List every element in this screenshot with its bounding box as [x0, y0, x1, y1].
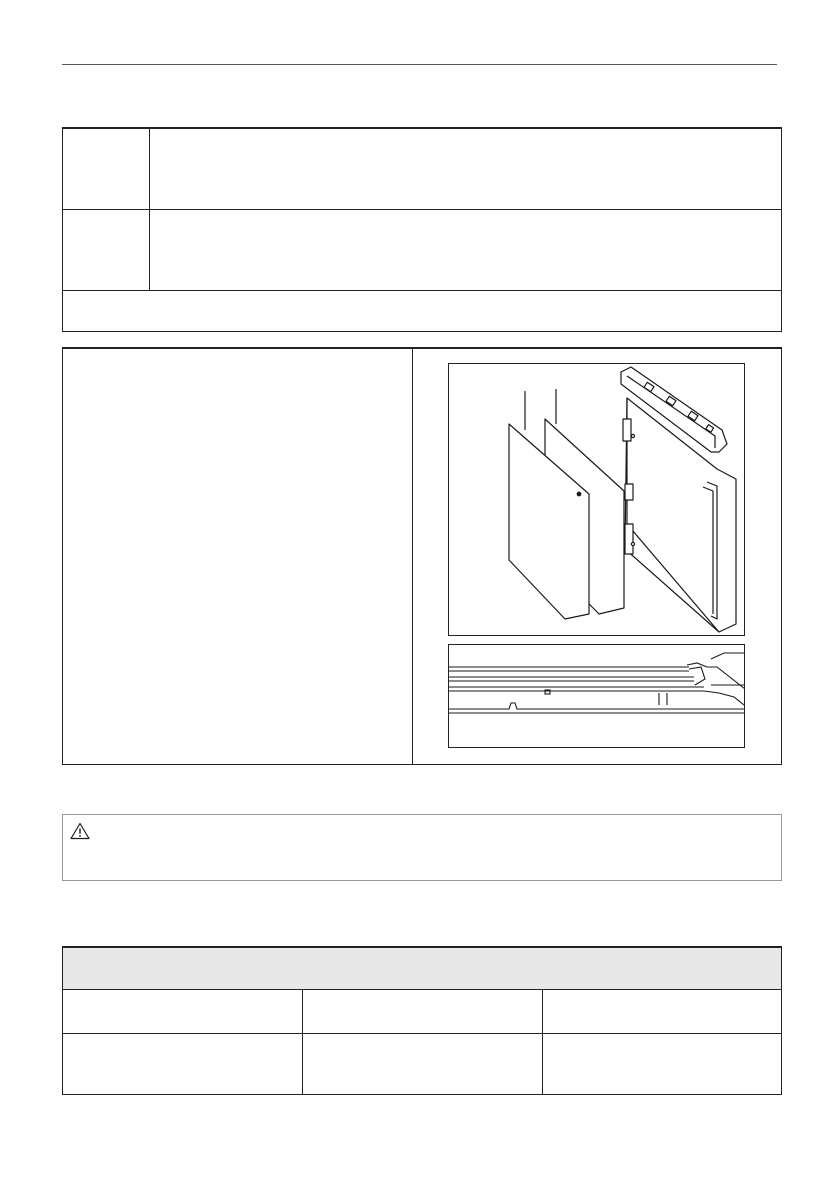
table-cell — [303, 1034, 543, 1095]
door-glass-illustration — [448, 363, 745, 636]
table-cell — [63, 990, 303, 1033]
step-note-row — [63, 291, 781, 332]
table-row — [63, 1034, 781, 1095]
step-number-cell — [63, 210, 150, 290]
warning-triangle-icon — [70, 822, 90, 840]
glass-insertion-detail-illustration — [448, 644, 745, 748]
header-rule — [62, 64, 777, 65]
table-cell — [303, 990, 543, 1033]
steps-table — [62, 127, 782, 332]
step-row-2 — [63, 210, 781, 291]
table-row — [63, 990, 781, 1034]
table-cell — [63, 1034, 303, 1095]
figure-divider — [412, 349, 413, 764]
step-number-cell — [63, 129, 150, 209]
bottom-table-header — [63, 948, 781, 990]
warning-box — [62, 814, 782, 881]
step-row-1 — [63, 129, 781, 210]
bottom-table — [62, 946, 782, 1095]
